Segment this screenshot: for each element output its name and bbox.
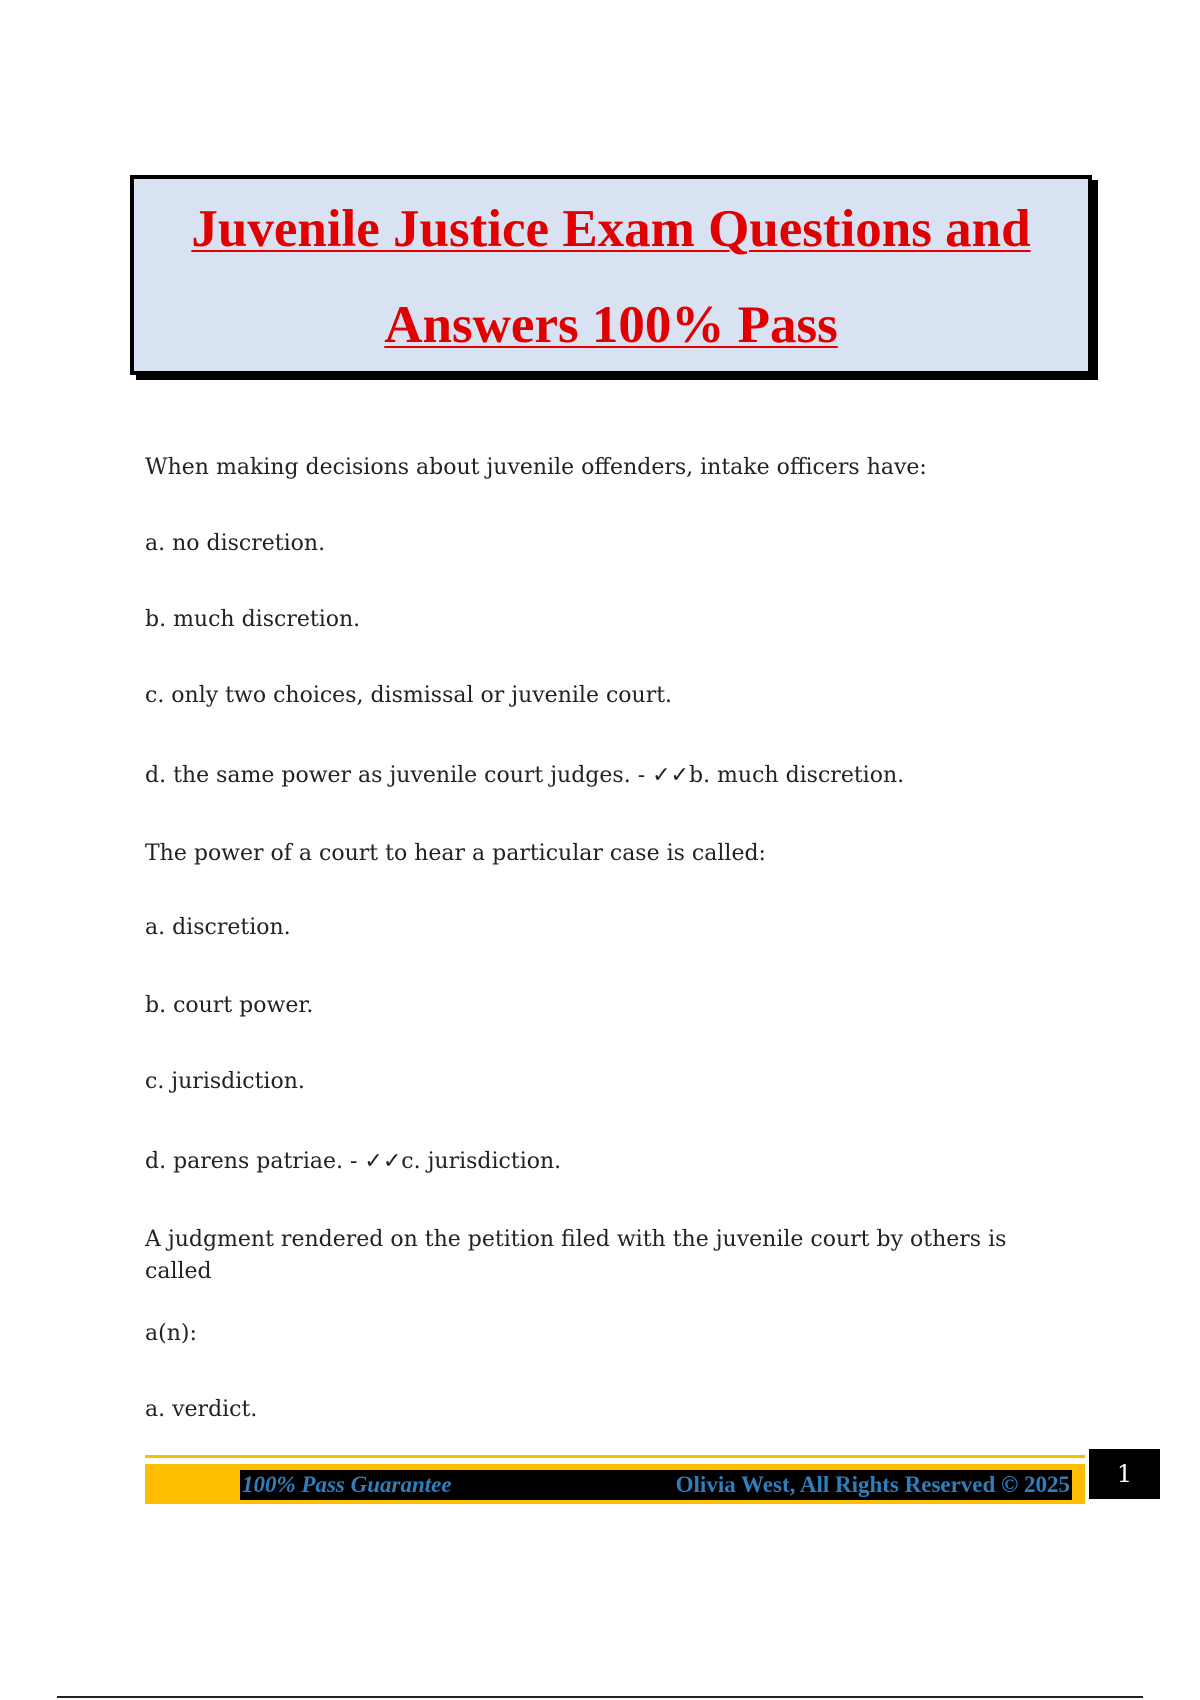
question-3-option-a: a. verdict.: [145, 1397, 258, 1422]
question-3-text-line-2: a(n):: [145, 1321, 197, 1346]
footer-guarantee-text: 100% Pass Guarantee: [242, 1472, 452, 1497]
question-1-option-c: c. only two choices, dismissal or juvenile court.: [145, 683, 673, 708]
footer-copyright-text: Olivia West, All Rights Reserved © 2025: [675, 1472, 1070, 1497]
question-2-option-a: a. discretion.: [145, 915, 291, 940]
question-3-text-line-1: A judgment rendered on the petition filed with the juvenile court by others is called: [145, 1227, 1007, 1284]
qa-content: [145, 452, 1065, 1426]
page-bottom-rule: [57, 1696, 1143, 1698]
question-2-option-c: c. jurisdiction.: [145, 1069, 305, 1094]
document-title-line-2: Answers 100% Pass: [384, 296, 838, 354]
question-1-option-a: a. no discretion.: [145, 531, 326, 556]
page-number: 1: [1089, 1449, 1160, 1499]
question-2-option-d-answer: d. parens patriae. - ✓✓c. jurisdiction.: [145, 1149, 562, 1174]
question-1-text: When making decisions about juvenile offenders, intake officers have:: [145, 455, 927, 480]
question-2-text: The power of a court to hear a particular case is called:: [145, 841, 766, 866]
question-2-option-b: b. court power.: [145, 993, 314, 1018]
question-1-option-d-answer: d. the same power as juvenile court judges. - ✓✓b. much discretion.: [145, 763, 905, 788]
question-1-option-b: b. much discretion.: [145, 607, 361, 632]
document-title-box: [130, 175, 1092, 375]
document-title-line-1: Juvenile Justice Exam Questions and: [191, 200, 1031, 258]
footer-top-rule: [145, 1455, 1085, 1458]
